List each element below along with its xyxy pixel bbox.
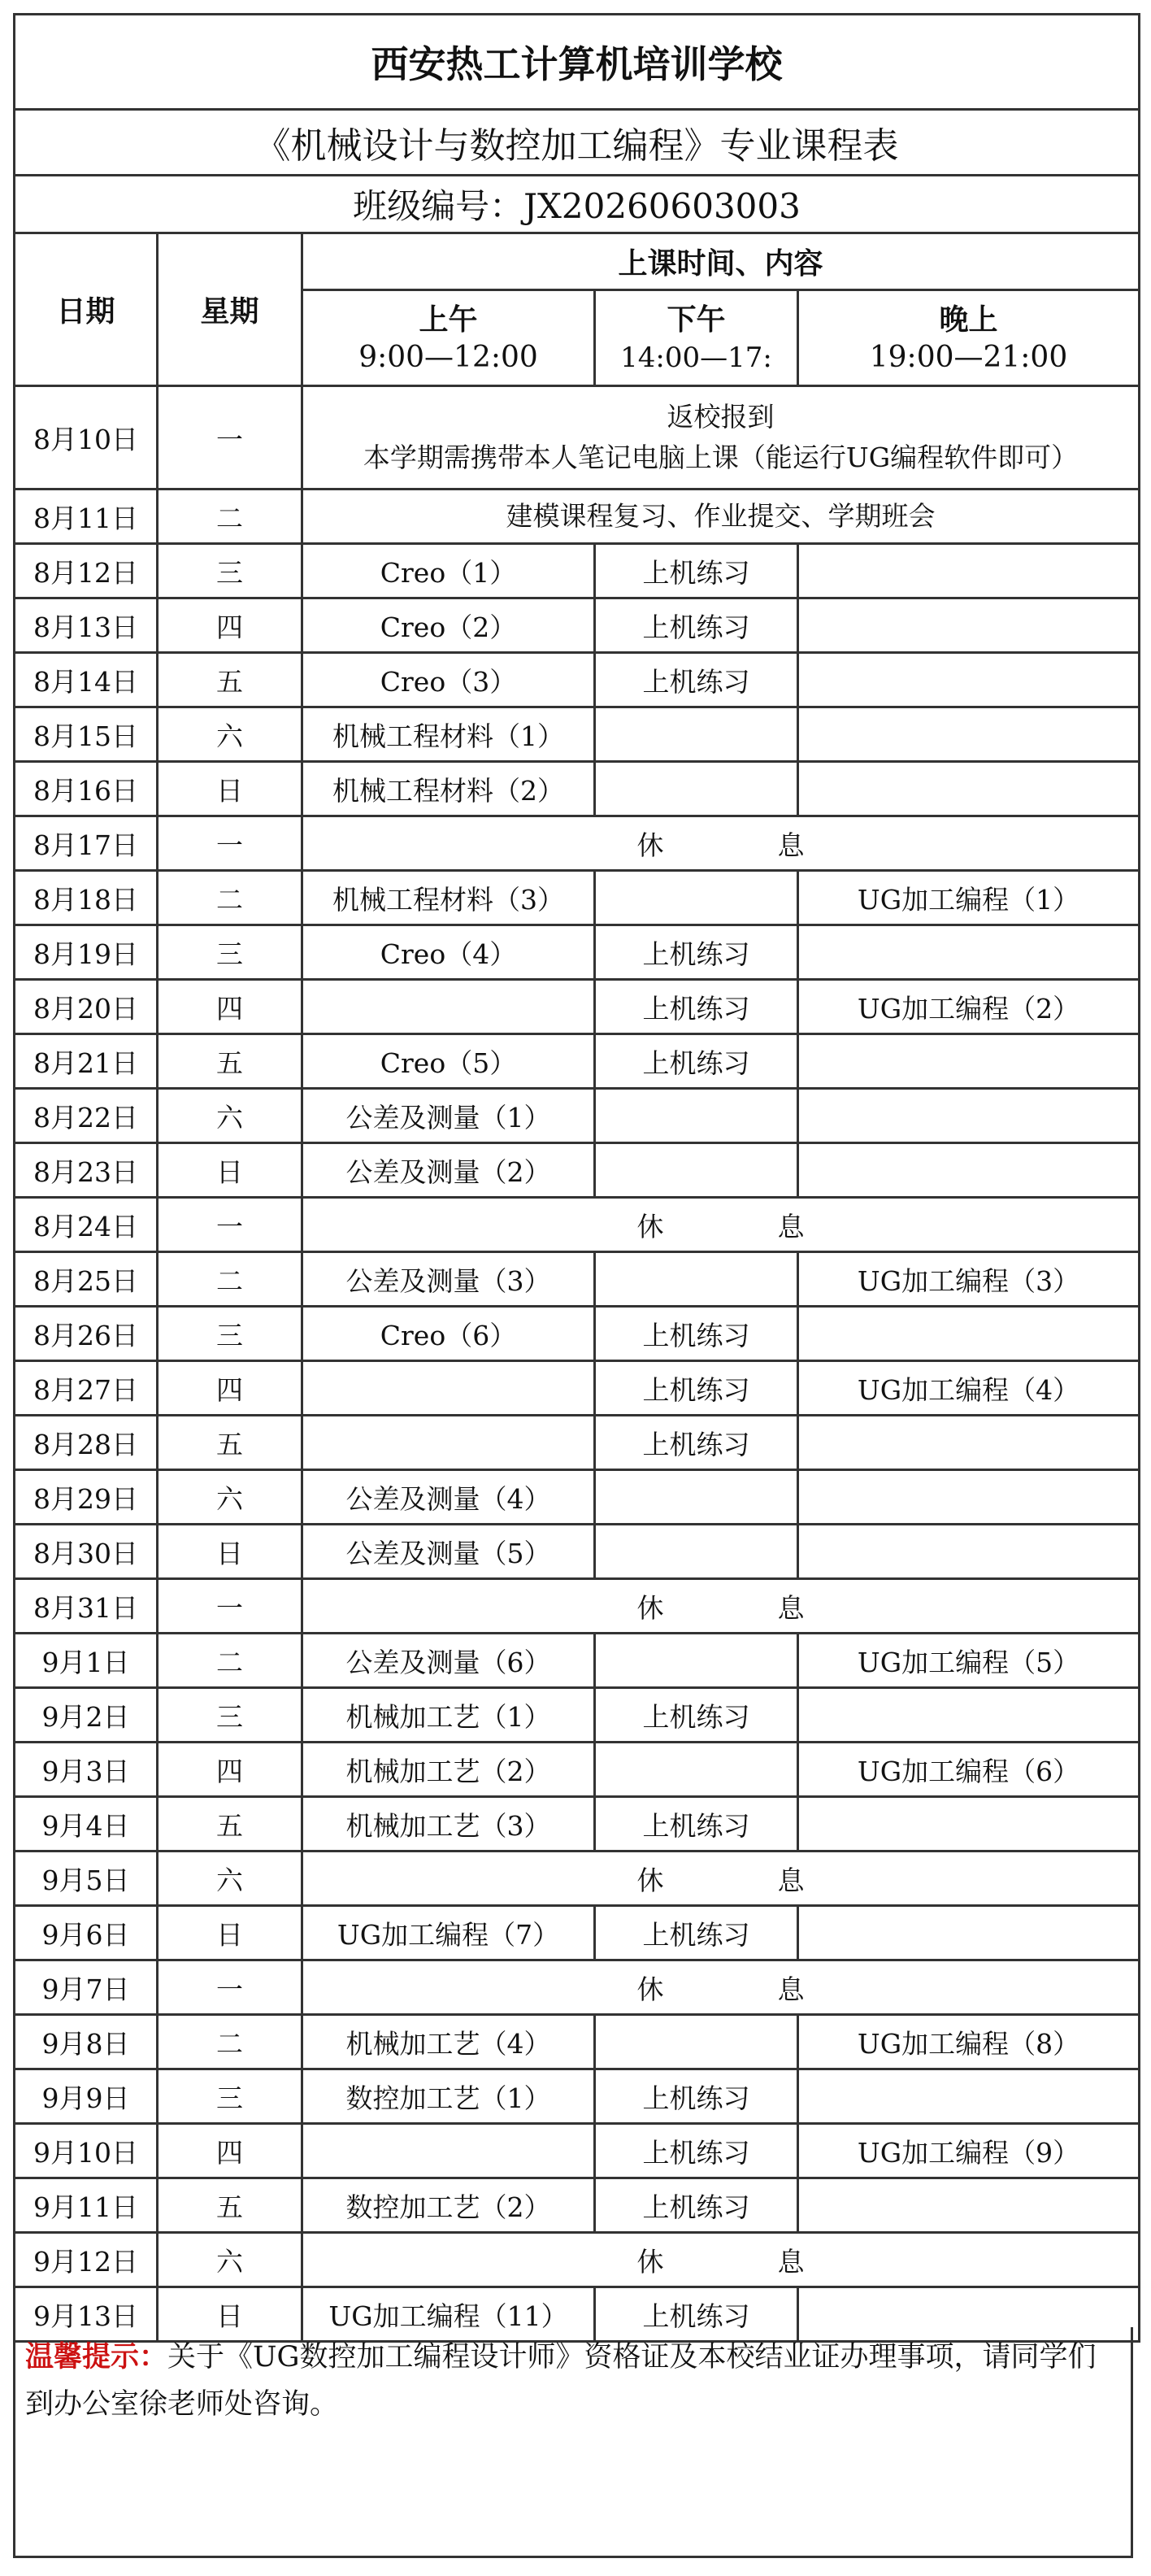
header-afternoon — [595, 290, 798, 386]
afternoon-cell — [595, 1252, 798, 1307]
date-cell: 9月13日 — [15, 2287, 158, 2342]
rest-day — [302, 1852, 1140, 1906]
schedule-row — [15, 925, 1140, 980]
full-day-note — [302, 386, 1140, 490]
weekday-cell: 日 — [158, 1906, 302, 1960]
afternoon-cell — [595, 1743, 798, 1797]
weekday-cell: 二 — [158, 1252, 302, 1307]
afternoon-cell: 上机练习 — [595, 1688, 798, 1743]
weekday-cell: 二 — [158, 2015, 302, 2069]
morning-time: 9:00—12:00 — [358, 340, 538, 374]
weekday-cell: 四 — [158, 2124, 302, 2178]
afternoon-cell: 上机练习 — [595, 1034, 798, 1089]
rest-char: 息 — [777, 1973, 805, 2005]
date-cell: 9月12日 — [15, 2233, 158, 2287]
weekday-cell: 二 — [158, 490, 302, 544]
date-cell: 8月16日 — [15, 762, 158, 816]
class-code-row — [15, 176, 1140, 233]
notice-text: 关于《UG数控加工编程设计师》资格证及本校结业证办理事项，请同学们到办公室徐老师处咨询。 — [25, 2341, 1097, 2421]
schedule-row — [15, 980, 1140, 1034]
afternoon-cell: 上机练习 — [595, 653, 798, 707]
evening-cell — [798, 1143, 1140, 1198]
schedule-row — [15, 2233, 1140, 2287]
schedule-row — [15, 386, 1140, 490]
morning-cell: 公差及测量（6） — [302, 1634, 595, 1688]
afternoon-cell: 上机练习 — [595, 544, 798, 598]
afternoon-cell: 上机练习 — [595, 1307, 798, 1361]
schedule-row — [15, 1579, 1140, 1634]
course-title: 《机械设计与数控加工编程》专业课程表 — [15, 110, 1140, 176]
weekday-cell: 日 — [158, 2287, 302, 2342]
morning-cell — [302, 1416, 595, 1470]
afternoon-cell: 上机练习 — [595, 2178, 798, 2233]
schedule-row — [15, 2124, 1140, 2178]
morning-cell: 公差及测量（5） — [302, 1525, 595, 1579]
evening-cell — [798, 1470, 1140, 1525]
afternoon-cell: 上机练习 — [595, 2069, 798, 2124]
afternoon-cell: 上机练习 — [595, 1416, 798, 1470]
full-day-note — [302, 490, 1140, 544]
weekday-cell: 三 — [158, 1307, 302, 1361]
morning-cell: 公差及测量（2） — [302, 1143, 595, 1198]
morning-cell: 公差及测量（4） — [302, 1470, 595, 1525]
date-cell: 8月23日 — [15, 1143, 158, 1198]
date-cell: 8月20日 — [15, 980, 158, 1034]
date-cell: 8月17日 — [15, 816, 158, 871]
rest-char: 休 — [636, 1210, 664, 1242]
schedule-row — [15, 490, 1140, 544]
date-cell: 8月30日 — [15, 1525, 158, 1579]
date-cell: 8月14日 — [15, 653, 158, 707]
rest-char: 休 — [636, 1864, 664, 1896]
morning-cell: Creo（1） — [302, 544, 595, 598]
header-time-content: 上课时间、内容 — [302, 233, 1140, 290]
morning-cell: 机械加工艺（4） — [302, 2015, 595, 2069]
evening-cell — [798, 1688, 1140, 1743]
morning-cell: 公差及测量（1） — [302, 1089, 595, 1143]
rest-char: 休 — [636, 2245, 664, 2278]
weekday-cell: 五 — [158, 1797, 302, 1852]
afternoon-cell: 上机练习 — [595, 2124, 798, 2178]
weekday-cell: 二 — [158, 871, 302, 925]
rest-char: 息 — [777, 1864, 805, 1896]
afternoon-cell — [595, 1089, 798, 1143]
schedule-row — [15, 2178, 1140, 2233]
evening-time: 19:00—21:00 — [869, 340, 1068, 374]
weekday-cell: 一 — [158, 816, 302, 871]
afternoon-cell — [595, 871, 798, 925]
morning-cell — [302, 2124, 595, 2178]
date-cell: 8月19日 — [15, 925, 158, 980]
date-cell: 8月21日 — [15, 1034, 158, 1089]
weekday-cell: 六 — [158, 1470, 302, 1525]
schedule-row — [15, 1960, 1140, 2015]
header-date: 日期 — [15, 233, 158, 386]
evening-cell — [798, 762, 1140, 816]
evening-cell — [798, 544, 1140, 598]
date-cell: 8月31日 — [15, 1579, 158, 1634]
morning-cell: 机械工程材料（1） — [302, 707, 595, 762]
evening-cell: UG加工编程（6） — [798, 1743, 1140, 1797]
rest-char: 休 — [636, 829, 664, 861]
weekday-cell: 二 — [158, 1634, 302, 1688]
schedule-row — [15, 1852, 1140, 1906]
afternoon-cell: 上机练习 — [595, 1797, 798, 1852]
date-cell: 8月11日 — [15, 490, 158, 544]
date-cell: 9月8日 — [15, 2015, 158, 2069]
weekday-cell: 四 — [158, 1743, 302, 1797]
date-cell: 9月3日 — [15, 1743, 158, 1797]
evening-cell: UG加工编程（8） — [798, 2015, 1140, 2069]
afternoon-cell: 上机练习 — [595, 1906, 798, 1960]
rest-day — [302, 1960, 1140, 2015]
schedule-row — [15, 707, 1140, 762]
date-cell: 9月7日 — [15, 1960, 158, 2015]
date-cell: 9月11日 — [15, 2178, 158, 2233]
date-cell: 9月9日 — [15, 2069, 158, 2124]
date-cell: 9月5日 — [15, 1852, 158, 1906]
evening-cell — [798, 1089, 1140, 1143]
evening-label: 晚上 — [939, 302, 998, 337]
evening-cell — [798, 925, 1140, 980]
evening-cell — [798, 1416, 1140, 1470]
note-line: 建模课程复习、作业提交、学期班会 — [506, 500, 936, 532]
evening-cell: UG加工编程（2） — [798, 980, 1140, 1034]
morning-cell: Creo（2） — [302, 598, 595, 653]
morning-cell: 数控加工艺（2） — [302, 2178, 595, 2233]
date-cell: 9月10日 — [15, 2124, 158, 2178]
weekday-cell: 一 — [158, 386, 302, 490]
afternoon-cell — [595, 707, 798, 762]
evening-cell — [798, 653, 1140, 707]
schedule-row — [15, 544, 1140, 598]
schedule-row — [15, 2069, 1140, 2124]
notice-box — [13, 2327, 1133, 2558]
morning-label: 上午 — [419, 302, 478, 337]
schedule-row — [15, 598, 1140, 653]
afternoon-cell: 上机练习 — [595, 980, 798, 1034]
schedule-row — [15, 1906, 1140, 1960]
evening-cell — [798, 2178, 1140, 2233]
morning-cell: Creo（6） — [302, 1307, 595, 1361]
weekday-cell: 四 — [158, 598, 302, 653]
evening-cell — [798, 1797, 1140, 1852]
weekday-cell: 五 — [158, 1416, 302, 1470]
school-name: 西安热工计算机培训学校 — [15, 15, 1140, 110]
afternoon-cell — [595, 2015, 798, 2069]
notice-label: 温馨提示： — [25, 2340, 168, 2374]
weekday-cell: 五 — [158, 1034, 302, 1089]
schedule-row — [15, 1307, 1140, 1361]
evening-cell — [798, 598, 1140, 653]
rest-day — [302, 1579, 1140, 1634]
header-weekday: 星期 — [158, 233, 302, 386]
schedule-row — [15, 1743, 1140, 1797]
weekday-cell: 一 — [158, 1579, 302, 1634]
afternoon-cell: 上机练习 — [595, 2287, 798, 2342]
date-cell: 8月15日 — [15, 707, 158, 762]
schedule-row — [15, 1089, 1140, 1143]
afternoon-cell: 上机练习 — [595, 925, 798, 980]
class-code-label: 班级编号： — [353, 186, 524, 226]
rest-day — [302, 2233, 1140, 2287]
date-cell: 8月28日 — [15, 1416, 158, 1470]
weekday-cell: 一 — [158, 1198, 302, 1252]
weekday-cell: 三 — [158, 2069, 302, 2124]
schedule-row — [15, 1034, 1140, 1089]
weekday-cell: 六 — [158, 1089, 302, 1143]
weekday-cell: 日 — [158, 1143, 302, 1198]
morning-cell — [302, 980, 595, 1034]
evening-cell: UG加工编程（9） — [798, 2124, 1140, 2178]
date-cell: 8月12日 — [15, 544, 158, 598]
schedule-row — [15, 1797, 1140, 1852]
date-cell: 9月4日 — [15, 1797, 158, 1852]
evening-cell: UG加工编程（5） — [798, 1634, 1140, 1688]
weekday-cell: 四 — [158, 980, 302, 1034]
date-cell: 9月1日 — [15, 1634, 158, 1688]
rest-char: 息 — [777, 829, 805, 861]
date-cell: 8月10日 — [15, 386, 158, 490]
schedule-row — [15, 1688, 1140, 1743]
weekday-cell: 六 — [158, 2233, 302, 2287]
evening-cell — [798, 1906, 1140, 1960]
afternoon-cell: 上机练习 — [595, 598, 798, 653]
weekday-cell: 三 — [158, 1688, 302, 1743]
afternoon-label: 下午 — [667, 302, 726, 337]
schedule-row — [15, 871, 1140, 925]
schedule-row — [15, 1198, 1140, 1252]
note-line: 本学期需携带本人笔记电脑上课（能运行UG编程软件即可） — [363, 442, 1079, 473]
date-cell: 8月18日 — [15, 871, 158, 925]
date-cell: 8月22日 — [15, 1089, 158, 1143]
morning-cell — [302, 1361, 595, 1416]
schedule-row — [15, 1634, 1140, 1688]
schedule-sheet — [13, 13, 1138, 2343]
evening-cell — [798, 1034, 1140, 1089]
weekday-cell: 四 — [158, 1361, 302, 1416]
rest-char: 息 — [777, 2245, 805, 2278]
weekday-cell: 日 — [158, 1525, 302, 1579]
morning-cell: 数控加工艺（1） — [302, 2069, 595, 2124]
morning-cell: 机械工程材料（2） — [302, 762, 595, 816]
schedule-row — [15, 1361, 1140, 1416]
evening-cell — [798, 2069, 1140, 2124]
date-cell: 8月26日 — [15, 1307, 158, 1361]
morning-cell: 机械加工艺（1） — [302, 1688, 595, 1743]
evening-cell — [798, 1525, 1140, 1579]
header-morning — [302, 290, 595, 386]
evening-cell: UG加工编程（4） — [798, 1361, 1140, 1416]
weekday-cell: 五 — [158, 2178, 302, 2233]
schedule-row — [15, 1470, 1140, 1525]
weekday-cell: 三 — [158, 925, 302, 980]
morning-cell: Creo（3） — [302, 653, 595, 707]
schedule-table — [13, 13, 1140, 2343]
afternoon-cell — [595, 1634, 798, 1688]
date-cell: 8月27日 — [15, 1361, 158, 1416]
evening-cell — [798, 1307, 1140, 1361]
morning-cell: Creo（4） — [302, 925, 595, 980]
schedule-row — [15, 2015, 1140, 2069]
weekday-cell: 六 — [158, 707, 302, 762]
date-cell: 8月25日 — [15, 1252, 158, 1307]
schedule-row — [15, 1143, 1140, 1198]
schedule-row — [15, 653, 1140, 707]
date-cell: 8月29日 — [15, 1470, 158, 1525]
weekday-cell: 六 — [158, 1852, 302, 1906]
morning-cell: UG加工编程（11） — [302, 2287, 595, 2342]
rest-char: 休 — [636, 1591, 664, 1624]
rest-day — [302, 816, 1140, 871]
afternoon-cell — [595, 762, 798, 816]
header-evening — [798, 290, 1140, 386]
morning-cell: Creo（5） — [302, 1034, 595, 1089]
afternoon-cell: 上机练习 — [595, 1361, 798, 1416]
rest-char: 休 — [636, 1973, 664, 2005]
weekday-cell: 日 — [158, 762, 302, 816]
morning-cell: 机械加工艺（2） — [302, 1743, 595, 1797]
date-cell: 9月6日 — [15, 1906, 158, 1960]
note-line: 返校报到 — [667, 401, 775, 433]
afternoon-cell — [595, 1143, 798, 1198]
afternoon-cell — [595, 1470, 798, 1525]
evening-cell — [798, 707, 1140, 762]
schedule-row — [15, 1525, 1140, 1579]
class-code: JX20260603003 — [523, 186, 801, 226]
date-cell: 8月24日 — [15, 1198, 158, 1252]
rest-char: 息 — [777, 1210, 805, 1242]
weekday-cell: 五 — [158, 653, 302, 707]
schedule-row — [15, 816, 1140, 871]
schedule-row — [15, 1416, 1140, 1470]
morning-cell: 公差及测量（3） — [302, 1252, 595, 1307]
schedule-row — [15, 1252, 1140, 1307]
date-cell: 8月13日 — [15, 598, 158, 653]
rest-char: 息 — [777, 1591, 805, 1624]
afternoon-time: 14:00—17: — [620, 341, 772, 374]
evening-cell: UG加工编程（1） — [798, 871, 1140, 925]
morning-cell: 机械工程材料（3） — [302, 871, 595, 925]
date-cell: 9月2日 — [15, 1688, 158, 1743]
afternoon-cell — [595, 1525, 798, 1579]
morning-cell: 机械加工艺（3） — [302, 1797, 595, 1852]
weekday-cell: 一 — [158, 1960, 302, 2015]
schedule-row — [15, 762, 1140, 816]
morning-cell: UG加工编程（7） — [302, 1906, 595, 1960]
weekday-cell: 三 — [158, 544, 302, 598]
rest-day — [302, 1198, 1140, 1252]
evening-cell: UG加工编程（3） — [798, 1252, 1140, 1307]
